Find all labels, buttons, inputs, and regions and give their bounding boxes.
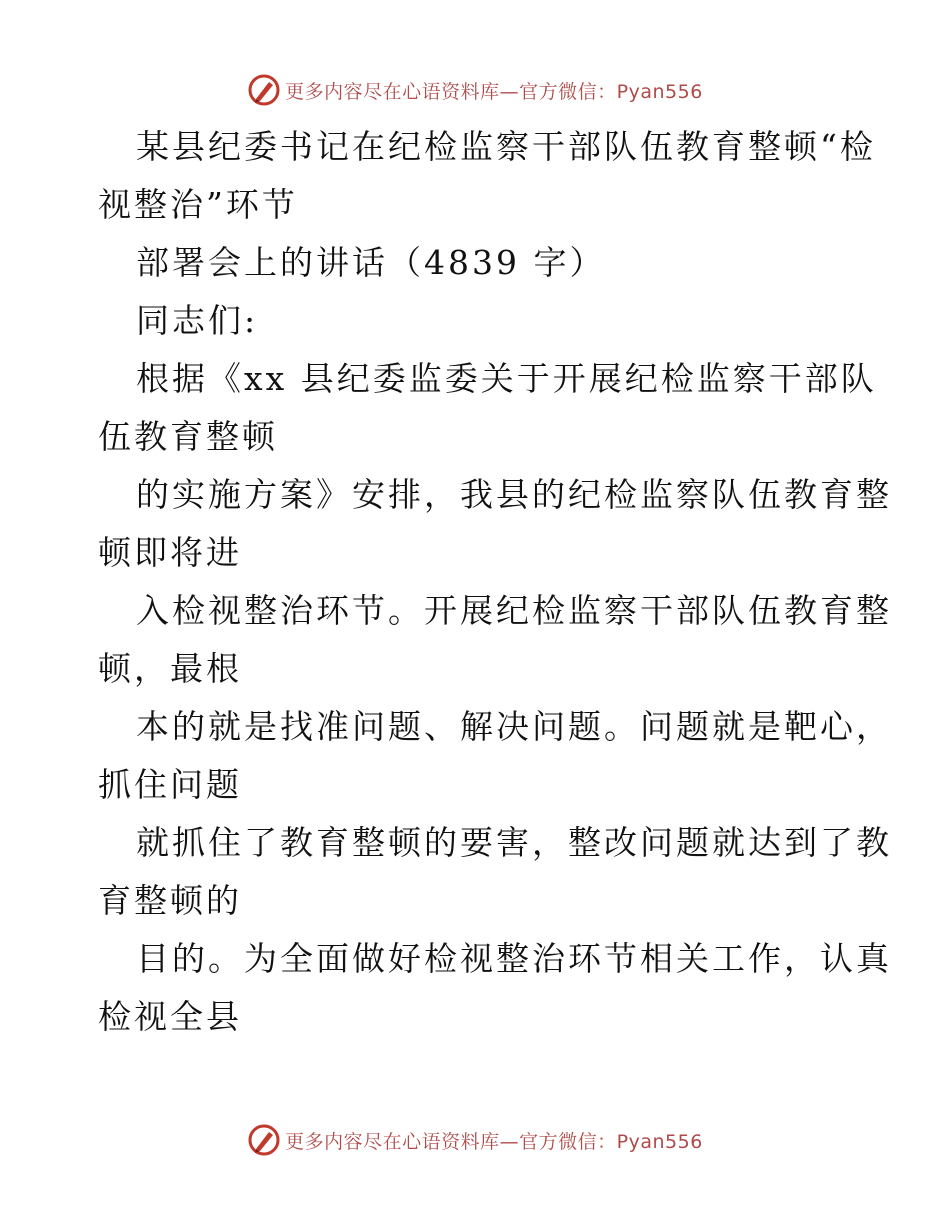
paragraph-line: 根据《xx 县纪委监委关于开展纪检监察干部队 bbox=[136, 359, 877, 398]
title-line-1: 某县纪委书记在纪检监察干部队伍教育整顿“检 bbox=[136, 127, 876, 166]
document-body bbox=[98, 118, 892, 1046]
paragraph-line: 的实施方案》安排，我县的纪检监察队伍教育整 bbox=[136, 475, 892, 514]
paragraph-line: 抓住问题 bbox=[98, 765, 242, 804]
title-line-2: 视整治”环节 bbox=[98, 185, 298, 224]
paragraph-line: 伍教育整顿 bbox=[98, 417, 278, 456]
header-banner bbox=[0, 70, 950, 110]
pen-circle-logo-icon bbox=[247, 73, 281, 107]
pen-circle-logo-icon bbox=[247, 1123, 281, 1157]
paragraph-line: 育整顿的 bbox=[98, 881, 242, 920]
salutation: 同志们: bbox=[136, 301, 259, 340]
paragraph-line: 顿即将进 bbox=[98, 533, 242, 572]
paragraph-line: 本的就是找准问题、解决问题。问题就是靶心， bbox=[136, 707, 892, 746]
footer-banner bbox=[0, 1120, 950, 1160]
header-banner-text: 更多内容尽在心语资料库—官方微信：Pyan556 bbox=[285, 80, 703, 103]
paragraph-line: 顿，最根 bbox=[98, 649, 242, 688]
title-line-3: 部署会上的讲话（4839 字） bbox=[136, 243, 606, 282]
paragraph-line: 就抓住了教育整顿的要害，整改问题就达到了教 bbox=[136, 823, 892, 862]
footer-banner-text: 更多内容尽在心语资料库—官方微信：Pyan556 bbox=[285, 1130, 703, 1153]
paragraph-line: 入检视整治环节。开展纪检监察干部队伍教育整 bbox=[136, 591, 892, 630]
paragraph-line: 目的。为全面做好检视整治环节相关工作，认真 bbox=[136, 939, 892, 978]
paragraph-line: 检视全县 bbox=[98, 997, 242, 1036]
